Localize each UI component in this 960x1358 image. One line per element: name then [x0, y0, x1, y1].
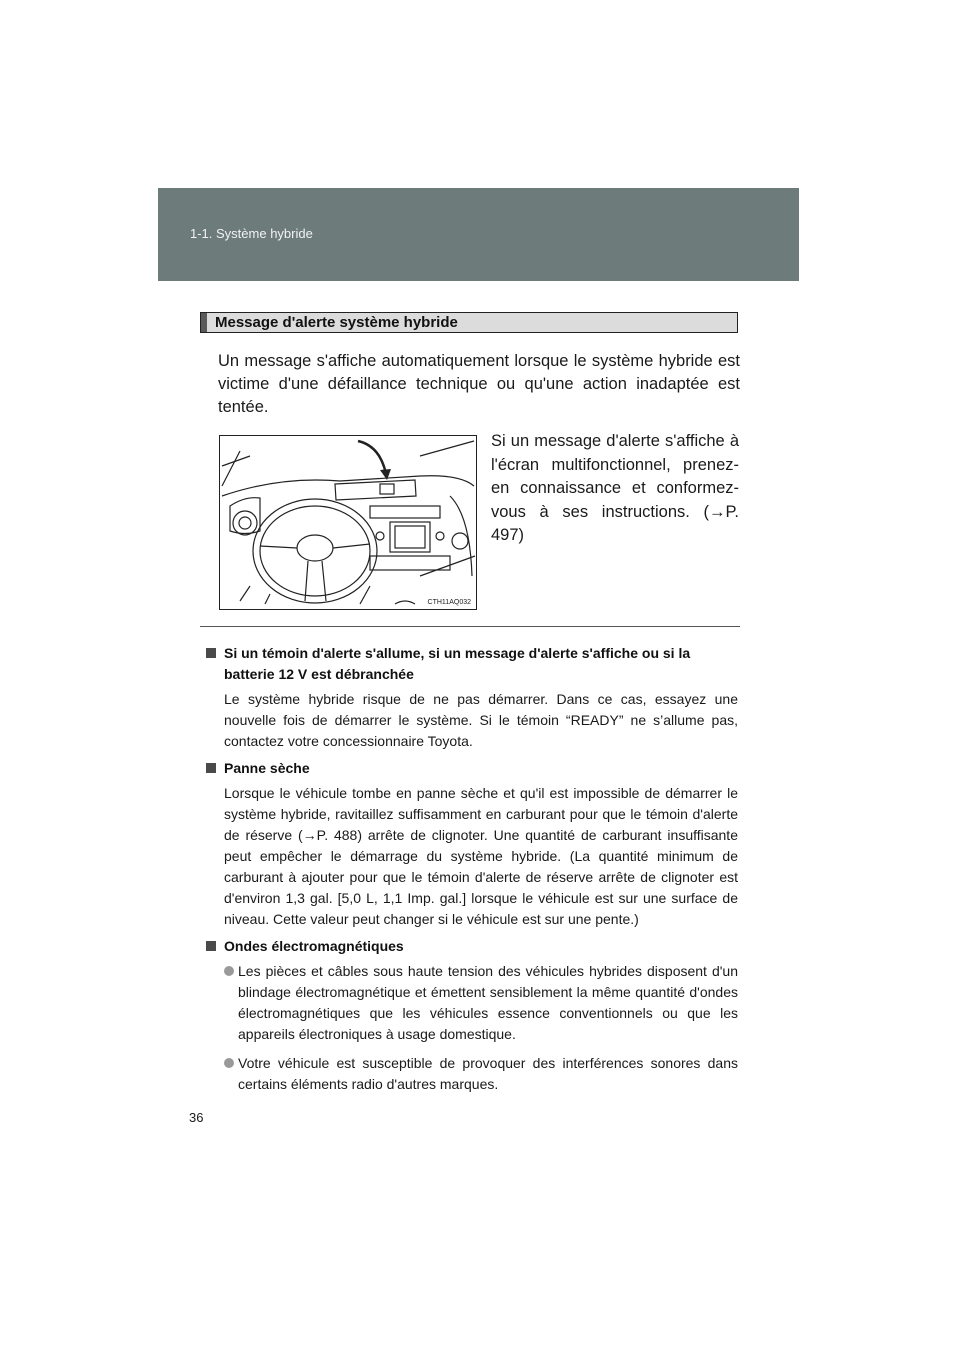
note-title: Ondes électromagnétiques [224, 938, 404, 954]
note-body: Le système hybride risque de ne pas démarrer. Dans ce cas, essayez une nouvelle fois de démarrer le système. Si le témoin “READY” ne s’allume pas, contactez votre concessionnaire Toyota. [224, 691, 738, 749]
figure-caption: Si un message d'alerte s'affiche à l'écran multifonctionnel, prenez-en connaissance et conformez-vous à ses instructions. (→P. 497) [491, 432, 739, 544]
chapter-header [158, 188, 799, 281]
square-bullet-icon [206, 648, 216, 658]
section-title: Message d'alerte système hybride [215, 314, 458, 331]
page-number: 36 [189, 1110, 204, 1125]
note-title: Panne sèche [224, 760, 310, 776]
note-body: Lorsque le véhicule tombe en panne sèche et qu'il est impossible de démarrer le système hybride, ravitaillez suffisamment en carburant pour que le témoin d'alerte de réserve (→P. 488) arrête de clignoter. Une quantité de carburant insuffisante peut empêcher le démarrage du système hybride. (La quantité minimum de carburant à ajouter pour que le témoin d'alerte de réserve arrête de clignoter est d'environ 1,3 gal. [5,0 L, 1,1 Imp. gal.] lorsque le véhicule est sur une surface de niveau. Cette valeur peut changer si le véhicule est sur une pente.) [224, 785, 738, 927]
breadcrumb: 1-1. Système hybride [190, 226, 313, 241]
dashboard-illustration [219, 435, 477, 610]
section-divider [200, 626, 740, 627]
round-bullet-icon [224, 1058, 234, 1068]
note-title: Si un témoin d'alerte s'allume, si un message d'alerte s'affiche ou si la batterie 12 V est débranchée [224, 645, 691, 682]
heading-accent-bar [201, 313, 207, 332]
square-bullet-icon [206, 941, 216, 951]
dashboard-drawing [220, 436, 476, 609]
list-item [224, 961, 738, 1045]
list-item-text: Votre véhicule est susceptible de provoquer des interférences sonores dans certains éléments radio d'autres marques. [238, 1055, 738, 1092]
list-item [224, 1053, 738, 1095]
round-bullet-icon [224, 966, 234, 976]
intro-paragraph: Un message s'affiche automatiquement lorsque le système hybride est victime d'une défaillance technique ou qu'une action inadaptée est tentée. [218, 352, 740, 416]
square-bullet-icon [206, 763, 216, 773]
note-fuel [206, 758, 738, 930]
section-heading [200, 312, 738, 333]
figure-code: CTH11AQ032 [427, 599, 471, 606]
list-item-text: Les pièces et câbles sous haute tension des véhicules hybrides disposent d'un blindage électromagnétique et émettent sensiblement la même quantité d'ondes électromagnétiques que les véhicules essence conventionnels ou que les appareils électroniques à usage domestique. [238, 963, 738, 1042]
note-warning-light [206, 643, 738, 752]
note-electromagnetic [206, 936, 738, 1095]
notes-list [206, 643, 738, 1103]
